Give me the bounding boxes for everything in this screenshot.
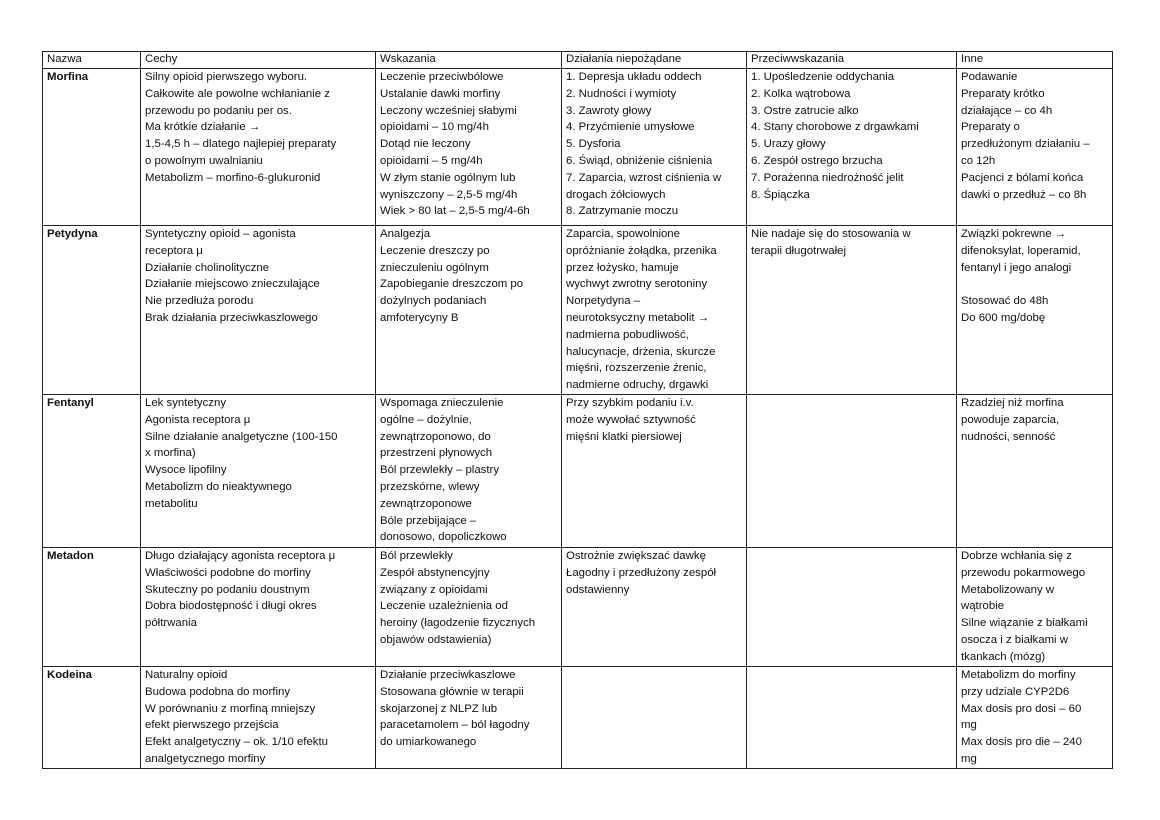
cell-line: Ma krótkie działanie → [145,121,261,134]
cell-line: 1,5-4,5 h – dlatego najlepiej preparaty [145,138,337,151]
cell-przeciw [747,547,957,666]
cell-line: może wywołać sztywność [566,413,696,426]
cell-line: Max dosis pro dosi – 60 [961,702,1082,715]
cell-line: neurotoksyczny metabolit → [566,311,710,324]
cell-line: nadmierne odruchy, drgawki [566,379,709,392]
cell-line: 8. Śpiączka [751,188,810,201]
header-cell-inne: Inne [957,52,1113,69]
cell-line: Nie nadaje się do stosowania w [751,228,911,240]
cell-line: Przy szybkim podaniu i.v. [566,396,694,409]
cell-line: przezskórne, wlewy [380,480,480,493]
header-row [43,52,1113,69]
cell-line: halucynacje, drżenia, skurcze [566,345,716,358]
cell-line: przewodu po podaniu per os. [145,104,292,117]
cell-line: x morfina) [145,447,196,460]
cell-line: Działanie miejscowo znieczulające [145,278,320,291]
cell-line: przestrzeni płynowych [380,447,493,460]
cell-line: analgetycznego morfiny [145,752,266,765]
cell-line: Łagodny i przedłużony zespół [566,566,717,579]
cell-line: półtrwania [145,617,197,630]
cell-line: difenoksylat, loperamid, [961,244,1081,257]
cell-line: Lek syntetyczny [145,396,227,409]
cell-inne [957,666,1113,768]
cell-line: przedłużonym działaniu – [961,138,1090,151]
cell-line: zewnątrzoponowo, do [380,430,491,443]
cell-line: skojarzonej z NLPZ lub [380,702,498,715]
cell-line: mięśni klatki piersiowej [566,430,682,443]
cell-line: Leczony wcześniej słabymi [380,104,517,117]
cell-line: Ustalanie dawki morfiny [380,87,501,100]
cell-line: 5. Urazy głowy [751,138,826,151]
cell-line: Związki pokrewne → [961,228,1067,240]
cell-line: Wspomaga znieczulenie [380,396,504,409]
cell-line: Bóle przebijające – [380,514,477,527]
header-cell-nazwa: Nazwa [43,52,141,69]
cell-line: Silne wiązanie z białkami [961,617,1088,630]
cell-line: 6. Zespół ostrego brzucha [751,154,883,167]
drug-name-cell: Morfina [43,69,141,226]
cell-line: opioidami – 5 mg/4h [380,154,483,167]
table-row [43,666,1113,768]
cell-line: co 12h [961,154,996,167]
cell-line: Pacjenci z bólami końca [961,171,1084,184]
cell-line: Metabolizm – morfino-6-glukuronid [145,171,321,184]
drug-name-cell: Kodeina [43,666,141,768]
cell-niepozadane [562,666,747,768]
cell-przeciw [747,394,957,547]
cell-line: Nie przedłuża porodu [145,295,254,308]
table-body [43,69,1113,769]
cell-line: Działanie przeciwkaszlowe [380,668,516,681]
drug-name-cell: Metadon [43,547,141,666]
cell-line: 4. Stany chorobowe z drgawkami [751,121,919,134]
cell-line: Budowa podobna do morfiny [145,685,291,698]
cell-inne [957,226,1113,395]
cell-wskazania [376,69,562,226]
cell-line: Do 600 mg/dobę [961,311,1046,324]
cell-line: Stosować do 48h [961,295,1049,308]
cell-cechy [141,547,376,666]
cell-line: receptora μ [145,244,203,257]
cell-line: 3. Ostre zatrucie alko [751,104,859,117]
cell-line: nadmierna pobudliwość, [566,328,689,341]
cell-line: Ostrożnie zwiększać dawkę [566,549,706,562]
cell-line: Max dosis pro die – 240 [961,736,1082,749]
cell-line: efekt pierwszego przejścia [145,719,279,732]
cell-line: Leczenie dreszczy po [380,244,490,257]
cell-line: 7. Porażenna niedrożność jelit [751,171,904,184]
cell-line: mięśni, rozszerzenie źrenic, [566,362,707,375]
cell-line: Ból przewlekły [380,549,453,562]
cell-line: Zespół abstynencyjny [380,566,490,579]
table-row [43,226,1113,395]
cell-line: mg [961,752,977,765]
cell-line: ogólne – dożylnie, [380,413,472,426]
cell-line: Zapobieganie dreszczom po [380,278,524,291]
cell-line: 8. Zatrzymanie moczu [566,205,679,218]
cell-line: 3. Zawroty głowy [566,104,652,117]
cell-line: znieczuleniu ogólnym [380,261,489,274]
cell-line: 1. Depresja układu oddech [566,71,702,83]
cell-line: mg [961,719,977,732]
drug-name-cell: Fentanyl [43,394,141,547]
cell-line: donosowo, dopoliczkowo [380,531,507,544]
cell-line: Całkowite ale powolne wchłanianie z [145,87,330,100]
cell-cechy [141,666,376,768]
cell-line: metabolitu [145,497,198,510]
cell-line: Działanie cholinolityczne [145,261,270,274]
cell-line: przy udziale CYP2D6 [961,685,1070,698]
header-cell-cechy: Cechy [141,52,376,69]
cell-line: terapii długotrwałej [751,244,846,257]
table-row [43,69,1113,226]
cell-line: zewnątrzoponowe [380,497,472,510]
cell-line: Silny opioid pierwszego wyboru. [145,71,308,83]
drug-table [42,51,1113,769]
cell-przeciw [747,666,957,768]
cell-line: 4. Przyćmienie umysłowe [566,121,695,134]
cell-line: Analgezja [380,228,431,240]
cell-line: wątrobie [961,600,1005,613]
cell-line: wychwyt zwrotny serotoniny [566,278,708,291]
cell-line: paracetamolem – ból łagodny [380,719,530,732]
cell-line: 1. Upośledzenie oddychania [751,71,895,83]
cell-inne [957,547,1113,666]
cell-przeciw [747,69,957,226]
cell-line: Leczenie uzależnienia od [380,600,508,613]
cell-niepozadane [562,394,747,547]
header-cell-dzialania-niepozadane: Działania niepożądane [562,52,747,69]
cell-line: wyniszczony – 2,5-5 mg/4h [380,188,518,201]
cell-line: Wiek > 80 lat – 2,5-5 mg/4-6h [380,205,530,218]
cell-line: Zaparcia, spowolnione [566,228,680,240]
header-cell-przeciwwskazania: Przeciwwskazania [747,52,957,69]
cell-wskazania [376,394,562,547]
cell-line: Długo działający agonista receptora μ [145,549,336,562]
cell-line: Efekt analgetyczny – ok. 1/10 efektu [145,736,328,749]
cell-line: objawów odstawienia) [380,633,492,646]
cell-line: powoduje zaparcia, [961,413,1060,426]
cell-line: W porównaniu z morfiną mniejszy [145,702,316,715]
cell-inne [957,69,1113,226]
cell-line: Syntetyczny opioid – agonista [145,228,296,240]
cell-wskazania [376,547,562,666]
cell-line: Ból przewlekły – plastry [380,464,500,477]
cell-line: Wysoce lipofilny [145,464,227,477]
header-cell-wskazania: Wskazania [376,52,562,69]
drug-name-cell: Petydyna [43,226,141,395]
cell-line: Preparaty krótko [961,87,1045,100]
cell-line: drogach żółciowych [566,188,666,201]
cell-line: Właściwości podobne do morfiny [145,566,311,579]
cell-line: heroiny (łagodzenie fizycznych [380,617,536,630]
cell-cechy [141,226,376,395]
cell-line: tkankach (mózg) [961,650,1046,663]
cell-line: Agonista receptora μ [145,413,251,426]
cell-line: do umiarkowanego [380,736,477,749]
cell-line: Preparaty o [961,121,1020,134]
cell-inne [957,394,1113,547]
cell-line: amfoterycyny B [380,311,459,324]
cell-line: fentanyl i jego analogi [961,261,1072,274]
cell-line: działające – co 4h [961,104,1053,117]
table-row [43,547,1113,666]
table-row [43,394,1113,547]
cell-line: dożylnych podaniach [380,295,487,308]
cell-line: opróżnianie żołądka, przenika [566,244,717,257]
cell-line: Metabolizm do nieaktywnego [145,480,292,493]
cell-line: Rzadziej niż morfina [961,396,1064,409]
cell-line: 2. Nudności i wymioty [566,87,677,100]
cell-line: osocza i z białkami w [961,633,1068,646]
cell-line: Dobra biodostępność i długi okres [145,600,317,613]
cell-line [961,276,1108,293]
cell-line: Metabolizm do morfiny [961,668,1076,681]
cell-line: W złym stanie ogólnym lub [380,171,516,184]
cell-line: związany z opioidami [380,583,488,596]
cell-line: dawki o przedłuż – co 8h [961,188,1087,201]
cell-line: 6. Świąd, obniżenie ciśnienia [566,154,713,167]
cell-line: 2. Kolka wątrobowa [751,87,851,100]
cell-line: o powolnym uwalnianiu [145,154,263,167]
cell-line: opioidami – 10 mg/4h [380,121,489,134]
cell-line: Naturalny opioid [145,668,228,681]
cell-line: Silne działanie analgetyczne (100-150 [145,430,338,443]
cell-cechy [141,394,376,547]
cell-line: odstawienny [566,583,630,596]
cell-line: przez łożysko, hamuje [566,261,679,274]
cell-line: Leczenie przeciwbólowe [380,71,504,83]
cell-line: Norpetydyna – [566,295,641,308]
cell-line: Brak działania przeciwkaszlowego [145,311,318,324]
cell-line: 5. Dysforia [566,138,621,151]
cell-line: przewodu pokarmowego [961,566,1086,579]
cell-line: 7. Zaparcia, wzrost ciśnienia w [566,171,722,184]
cell-niepozadane [562,69,747,226]
cell-niepozadane [562,547,747,666]
cell-przeciw [747,226,957,395]
cell-wskazania [376,666,562,768]
cell-wskazania [376,226,562,395]
cell-line: Dobrze wchłania się z [961,549,1072,562]
cell-cechy [141,69,376,226]
cell-line: Podawanie [961,71,1018,83]
cell-niepozadane [562,226,747,395]
cell-line: Stosowana głównie w terapii [380,685,524,698]
cell-line: nudności, senność [961,430,1056,443]
cell-line: Skuteczny po podaniu doustnym [145,583,310,596]
cell-line: Metabolizowany w [961,583,1055,596]
cell-line: Dotąd nie leczony [380,138,471,151]
